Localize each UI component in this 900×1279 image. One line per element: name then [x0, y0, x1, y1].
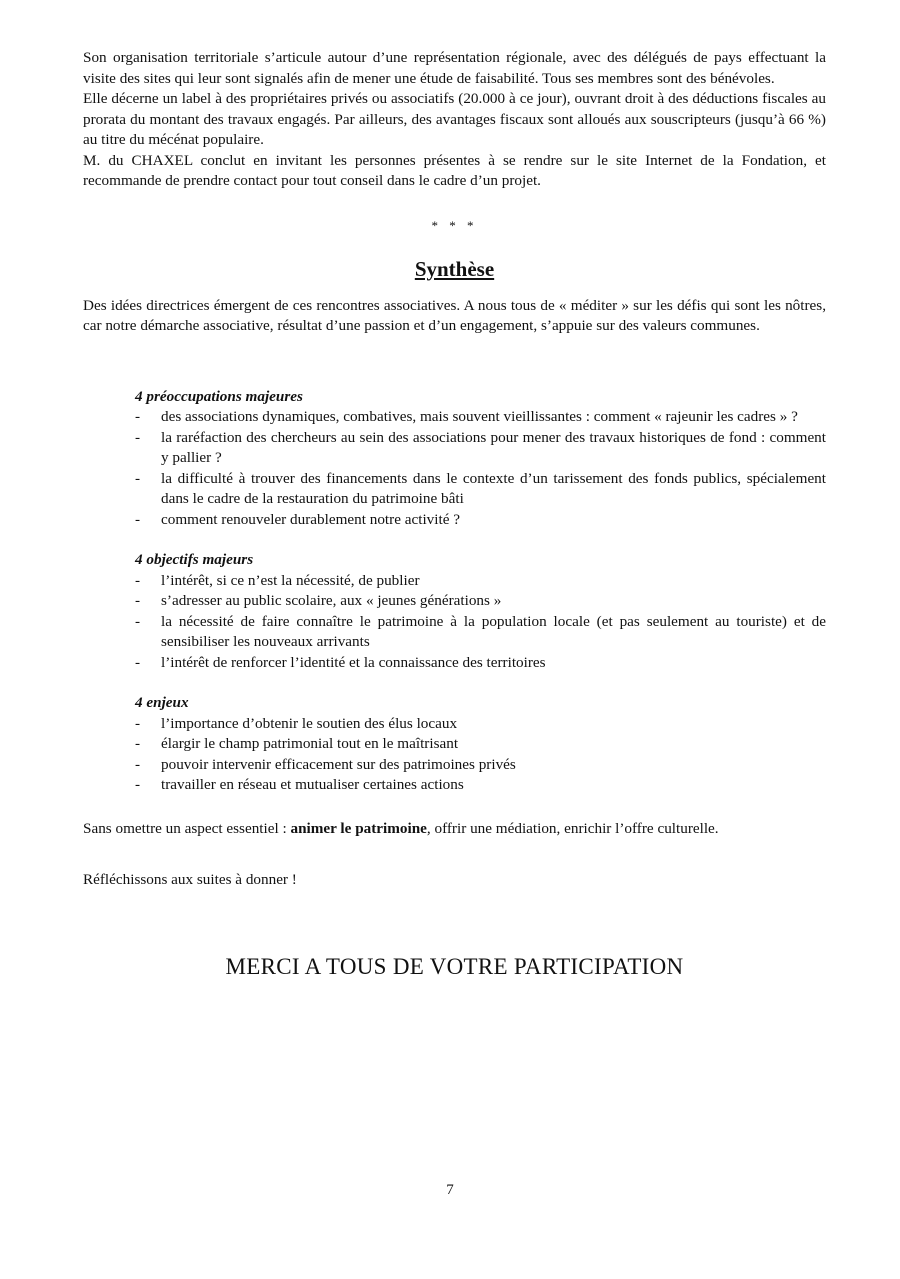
- document-page: [83, 48, 826, 982]
- list-item: [135, 653, 826, 674]
- objectifs-list: [135, 571, 826, 674]
- list-item-text: des associations dynamiques, combatives, mais souvent vieillissantes : comment « rajeunir les cadres » ?: [161, 408, 798, 425]
- list-item: [135, 571, 826, 592]
- list-item: [135, 510, 826, 531]
- synthese-intro: Des idées directrices émergent de ces rencontres associatives. A nous tous de « méditer » sur les défis qui sont les nôtres, car notre démarche associative, résultat d’une passion et d’un engagement, s’appuie sur des valeurs communes.: [83, 296, 826, 334]
- section-separator: * * *: [431, 217, 478, 233]
- dash-marker: -: [135, 592, 141, 609]
- list-item-text: l’intérêt de renforcer l’identité et la connaissance des territoires: [161, 653, 546, 671]
- dash-marker: -: [135, 428, 141, 446]
- dash-marker: -: [135, 653, 141, 671]
- section-objectifs: [135, 550, 826, 673]
- list-item-text: la nécessité de faire connaître le patrimoine à la population locale (et pas seulement au touriste) et de sensibiliser les nouveaux arrivants: [161, 612, 826, 650]
- dash-marker: -: [135, 571, 141, 589]
- dash-marker: -: [135, 408, 141, 425]
- conclusion-paragraph: [83, 819, 826, 840]
- closing-thanks: MERCI A TOUS DE VOTRE PARTICIPATION: [225, 953, 684, 979]
- list-item: [135, 734, 826, 755]
- conclusion-emphasis: animer le patrimoine: [290, 819, 427, 837]
- list-item-text: la raréfaction des chercheurs au sein des associations pour mener des travaux historiques de fond : comment y pallier ?: [161, 428, 826, 466]
- list-item-text: travailler en réseau et mutualiser certaines actions: [161, 776, 464, 793]
- list-item-text: pouvoir intervenir efficacement sur des patrimoines privés: [161, 755, 516, 773]
- synthese-title: Synthèse: [414, 256, 495, 281]
- section-heading: 4 objectifs majeurs: [135, 551, 254, 568]
- conclusion-text-after: , offrir une médiation, enrichir l’offre culturelle.: [426, 819, 719, 837]
- list-item: [135, 407, 826, 428]
- dash-marker: -: [135, 612, 141, 630]
- dash-marker: -: [135, 755, 141, 773]
- dash-marker: -: [135, 735, 141, 752]
- list-item: [135, 755, 826, 776]
- list-item-text: s’adresser au public scolaire, aux « jeunes générations »: [161, 592, 502, 609]
- dash-marker: -: [135, 469, 141, 487]
- paragraph-organisation: Son organisation territoriale s’articule autour d’une représentation régionale, avec des délégués de pays effectuant la visite des sites qui leur sont signalés afin de mener une étude de faisabilité. Tous ses membres sont des bénévoles.: [83, 49, 826, 87]
- section-heading: 4 enjeux: [135, 694, 189, 711]
- list-item: [135, 591, 826, 612]
- enjeux-list: [135, 714, 826, 796]
- section-preoccupations: [135, 387, 826, 531]
- section-heading: 4 préoccupations majeures: [135, 387, 303, 405]
- list-item-text: l’intérêt, si ce n’est la nécessité, de publier: [161, 571, 420, 589]
- dash-marker: -: [135, 776, 141, 793]
- call-to-action: Réfléchissons aux suites à donner !: [83, 871, 297, 888]
- list-item-text: élargir le champ patrimonial tout en le maîtrisant: [161, 735, 459, 752]
- list-item: [135, 714, 826, 735]
- list-item: [135, 428, 826, 469]
- list-item-text: la difficulté à trouver des financements dans le contexte d’un tarissement des fonds publics, spécialement dans le cadre de la restauration du patrimoine bâti: [161, 469, 826, 507]
- page-number: 7: [446, 1182, 454, 1198]
- conclusion-text-before: Sans omettre un aspect essentiel :: [83, 819, 291, 837]
- list-item-text: comment renouveler durablement notre activité ?: [161, 510, 460, 528]
- list-item: [135, 469, 826, 510]
- paragraph-conclusion-chaxel: M. du CHAXEL conclut en invitant les personnes présentes à se rendre sur le site Internet de la Fondation, et recommande de prendre contact pour tout conseil dans le cadre d’un projet.: [83, 151, 826, 189]
- dash-marker: -: [135, 714, 141, 732]
- list-item: [135, 775, 826, 796]
- list-item-text: l’importance d’obtenir le soutien des élus locaux: [161, 714, 458, 732]
- list-item: [135, 612, 826, 653]
- paragraph-label: Elle décerne un label à des propriétaires privés ou associatifs (20.000 à ce jour), ouvrant droit à des déductions fiscales au prorata du montant des travaux engagés. Par ailleurs, des avantages fiscaux sont alloués aux souscripteurs (jusqu’à 66 %) au titre du mécénat populaire.: [83, 90, 826, 148]
- dash-marker: -: [135, 510, 141, 528]
- section-enjeux: [135, 693, 826, 796]
- preoccupations-list: [135, 407, 826, 530]
